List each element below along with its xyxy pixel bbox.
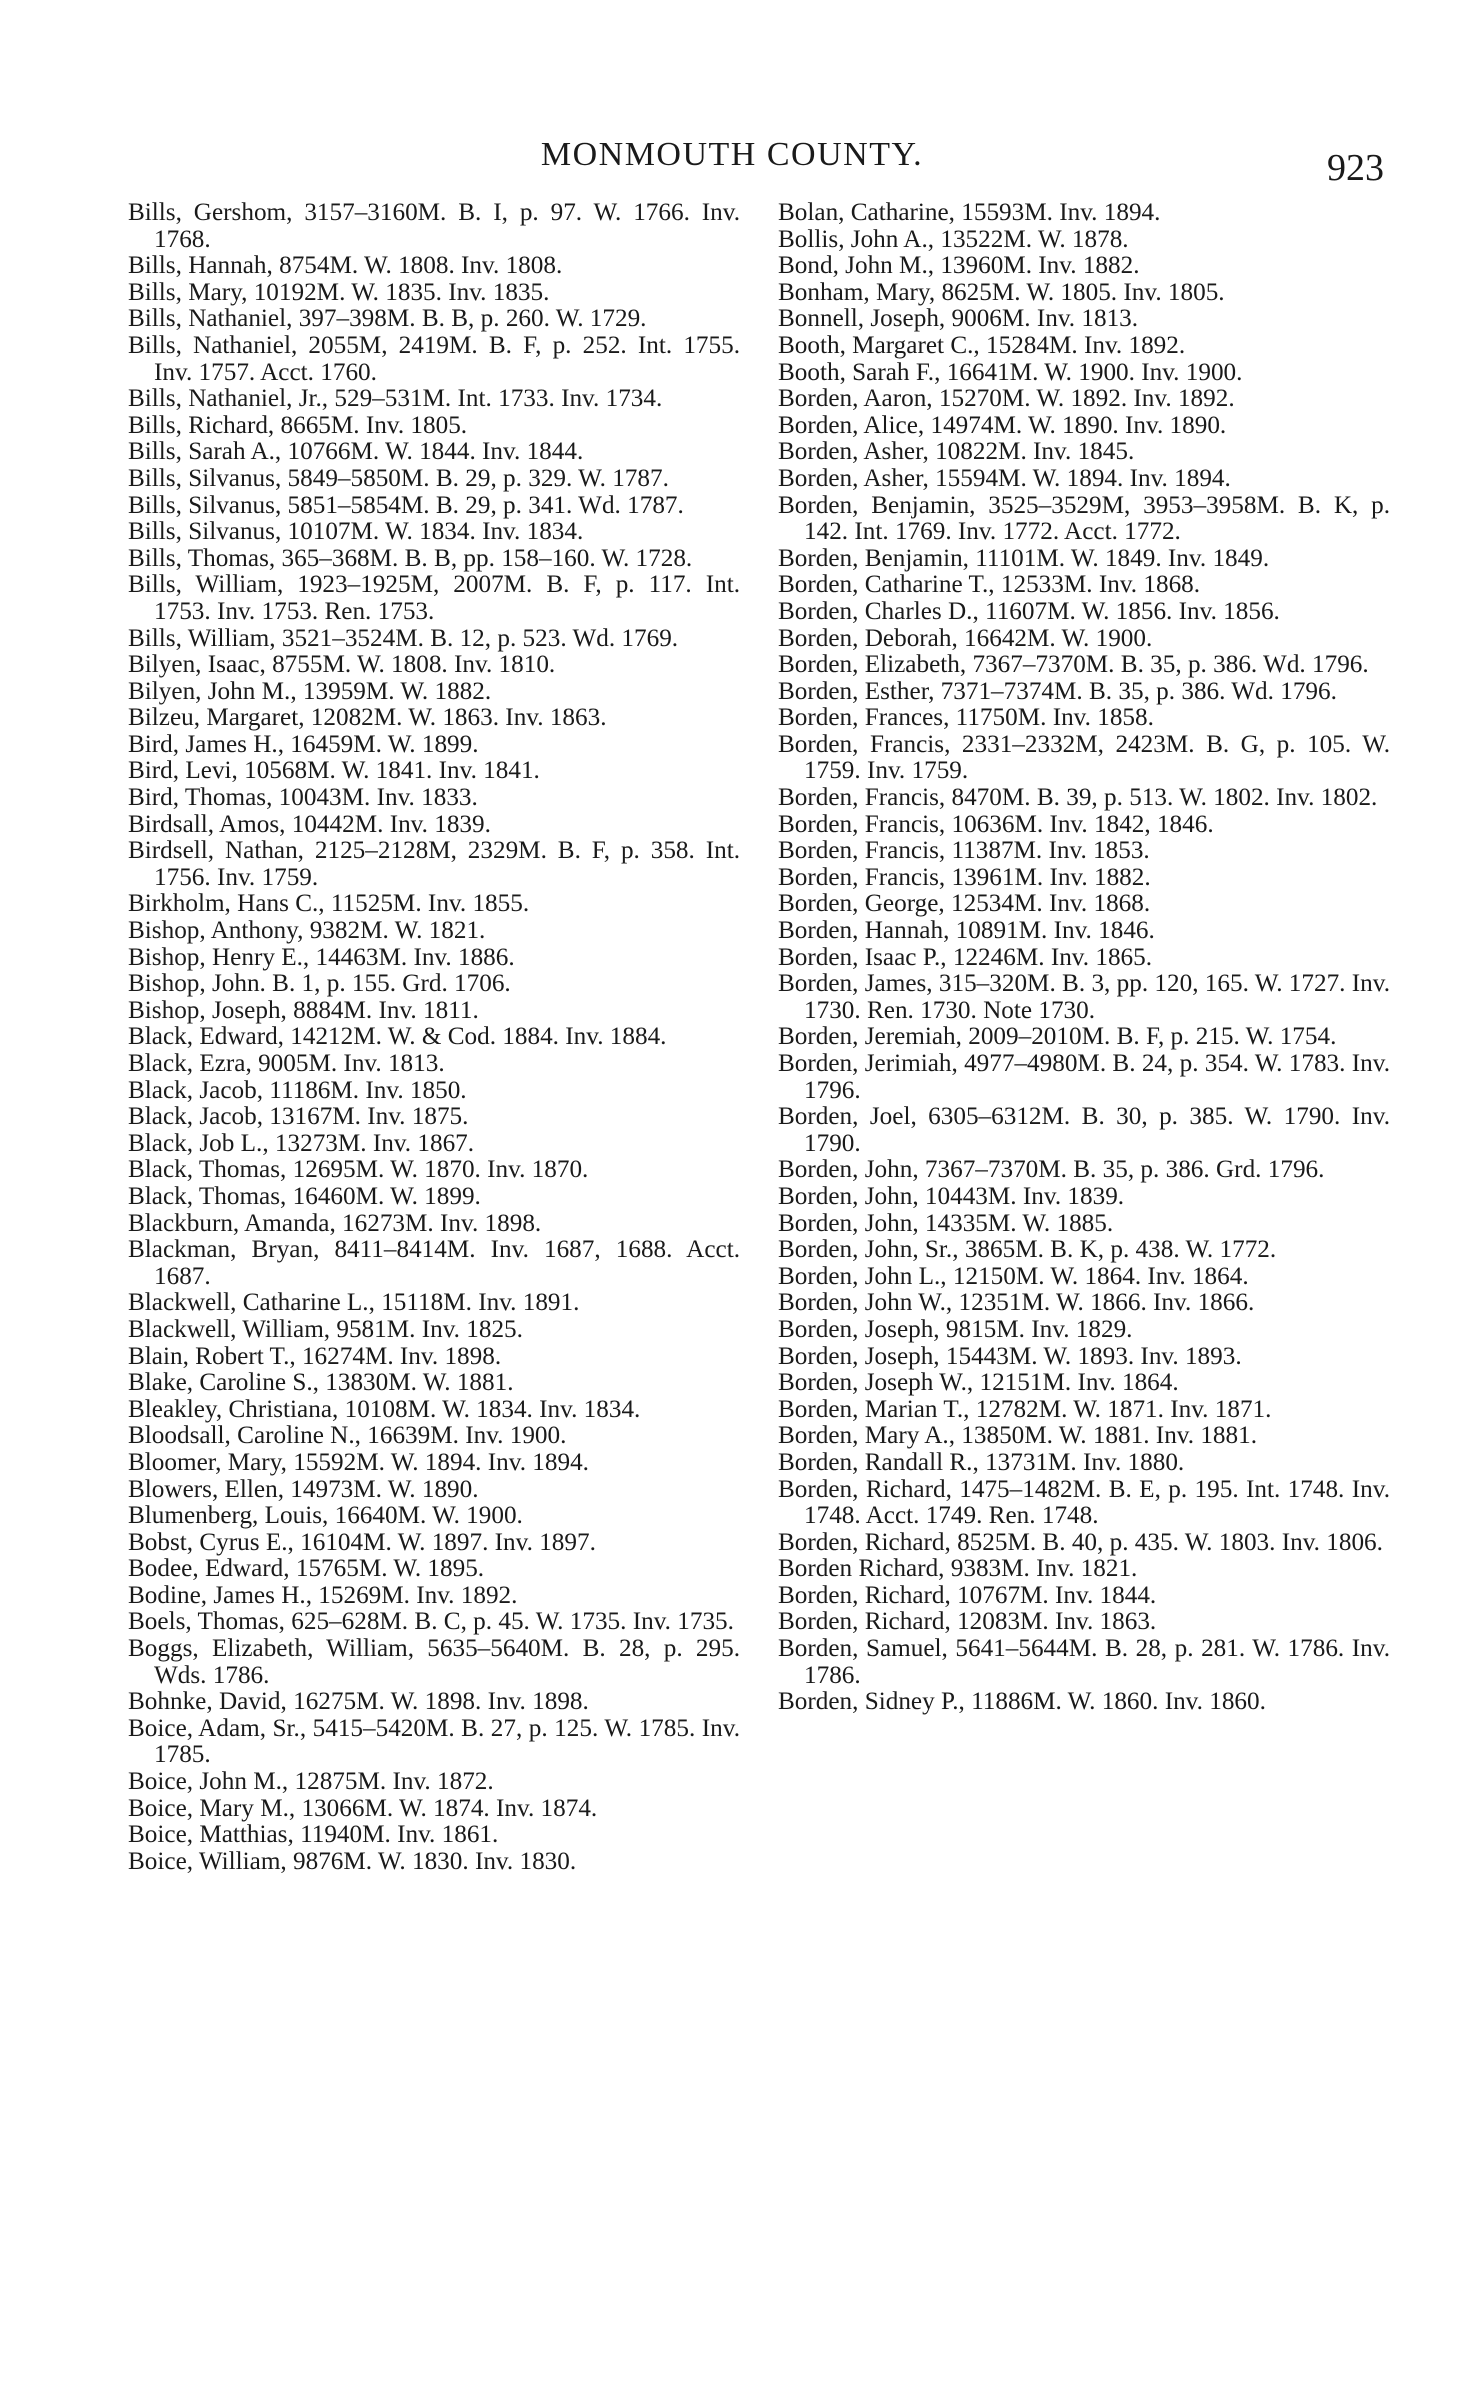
index-entry: Bleakley, Christiana, 10108M. W. 1834. Inv. 1834.: [128, 1395, 641, 1423]
page-number: 923: [1327, 147, 1384, 189]
index-entry: Borden, Richard, 1475–1482M. B. E, p. 195. Int. 1748. Inv. 1748. Acct. 1749. Ren. 1748.: [778, 1475, 1390, 1530]
index-entry: Black, Thomas, 16460M. W. 1899.: [128, 1182, 481, 1210]
index-entry: Bloodsall, Caroline N., 16639M. Inv. 1900.: [128, 1422, 567, 1450]
index-entry: Bishop, Henry E., 14463M. Inv. 1886.: [128, 943, 515, 971]
index-entry: Borden, Benjamin, 3525–3529M, 3953–3958M. B. K, p. 142. Int. 1769. Inv. 1772. Acct. 1772.: [778, 491, 1390, 546]
index-entry: Bobst, Cyrus E., 16104M. W. 1897. Inv. 1897.: [128, 1528, 596, 1556]
index-entry: Boice, Mary M., 13066M. W. 1874. Inv. 1874.: [128, 1794, 598, 1822]
index-entry: Bolan, Catharine, 15593M. Inv. 1894.: [778, 199, 1161, 226]
index-entry: Blackman, Bryan, 8411–8414M. Inv. 1687, 1688. Acct. 1687.: [128, 1236, 740, 1290]
running-head: MONMOUTH COUNTY.: [540, 136, 924, 173]
index-entry: Black, Jacob, 11186M. Inv. 1850.: [128, 1076, 467, 1104]
index-entry: Borden, Marian T., 12782M. W. 1871. Inv. 1871.: [778, 1395, 1272, 1423]
index-entry: Bills, Nathaniel, Jr., 529–531M. Int. 1733. Inv. 1734.: [128, 385, 663, 413]
index-entry: Bohnke, David, 16275M. W. 1898. Inv. 1898.: [128, 1688, 589, 1716]
index-entry: Birdsall, Amos, 10442M. Inv. 1839.: [128, 810, 491, 838]
index-entry: Borden, Francis, 2331–2332M, 2423M. B. G, p. 105. W. 1759. Inv. 1759.: [778, 730, 1390, 785]
index-entry: Borden, Charles D., 11607M. W. 1856. Inv. 1856.: [778, 597, 1280, 625]
index-entry: Bills, Sarah A., 10766M. W. 1844. Inv. 1844.: [128, 438, 584, 466]
index-entry: Booth, Margaret C., 15284M. Inv. 1892.: [778, 331, 1186, 359]
index-entry: Bills, Thomas, 365–368M. B. B, pp. 158–160. W. 1728.: [128, 544, 693, 572]
index-entry: Blackwell, Catharine L., 15118M. Inv. 1891.: [128, 1289, 580, 1317]
index-entry: Bilzeu, Margaret, 12082M. W. 1863. Inv. 1863.: [128, 704, 607, 732]
index-entry: Bishop, Joseph, 8884M. Inv. 1811.: [128, 996, 479, 1024]
index-entry: Borden, Joel, 6305–6312M. B. 30, p. 385. W. 1790. Inv. 1790.: [778, 1103, 1390, 1157]
index-entry: Bloomer, Mary, 15592M. W. 1894. Inv. 1894.: [128, 1448, 589, 1476]
index-entry: Blowers, Ellen, 14973M. W. 1890.: [128, 1475, 479, 1503]
index-entry: Borden, Esther, 7371–7374M. B. 35, p. 386. Wd. 1796.: [778, 677, 1337, 705]
index-entry: Borden, Sidney P., 11886M. W. 1860. Inv. 1860.: [778, 1688, 1266, 1716]
index-entry: Bills, Silvanus, 5851–5854M. B. 29, p. 341. Wd. 1787.: [128, 491, 684, 519]
index-entry: Blackburn, Amanda, 16273M. Inv. 1898.: [128, 1209, 542, 1237]
index-entry: Boggs, Elizabeth, William, 5635–5640M. B. 28, p. 295. Wds. 1786.: [128, 1635, 740, 1689]
index-entry: Borden, Samuel, 5641–5644M. B. 28, p. 281. W. 1786. Inv. 1786.: [778, 1635, 1390, 1689]
index-entry: Borden, Alice, 14974M. W. 1890. Inv. 1890.: [778, 411, 1227, 439]
index-entry: Blackwell, William, 9581M. Inv. 1825.: [128, 1315, 523, 1343]
index-entry: Borden, Joseph W., 12151M. Inv. 1864.: [778, 1369, 1179, 1397]
index-entry: Borden, Joseph, 9815M. Inv. 1829.: [778, 1315, 1133, 1343]
index-entry: Bills, Gershom, 3157–3160M. B. I, p. 97. W. 1766. Inv. 1768.: [128, 199, 740, 253]
index-entry: Borden, Richard, 8525M. B. 40, p. 435. W. 1803. Inv. 1806.: [778, 1528, 1383, 1556]
index-entry: Borden, Jeremiah, 2009–2010M. B. F, p. 215. W. 1754.: [778, 1023, 1337, 1051]
index-entry: Borden, Elizabeth, 7367–7370M. B. 35, p. 386. Wd. 1796.: [778, 651, 1369, 679]
index-entry: Bollis, John A., 13522M. W. 1878.: [778, 225, 1129, 253]
index-entry: Black, Thomas, 12695M. W. 1870. Inv. 1870.: [128, 1156, 589, 1184]
index-entry: Borden, John, 7367–7370M. B. 35, p. 386. Grd. 1796.: [778, 1156, 1325, 1184]
index-entry: Boice, Adam, Sr., 5415–5420M. B. 27, p. 125. W. 1785. Inv. 1785.: [128, 1714, 740, 1769]
index-entry: Bodee, Edward, 15765M. W. 1895.: [128, 1555, 485, 1583]
index-entry: Borden, Richard, 12083M. Inv. 1863.: [778, 1608, 1157, 1636]
index-entry: Bills, Nathaniel, 397–398M. B. B, p. 260. W. 1729.: [128, 305, 647, 333]
index-entry: Blake, Caroline S., 13830M. W. 1881.: [128, 1369, 514, 1397]
index-entry: Borden, Joseph, 15443M. W. 1893. Inv. 1893.: [778, 1342, 1242, 1370]
index-entry: Booth, Sarah F., 16641M. W. 1900. Inv. 1900.: [778, 358, 1243, 386]
index-entry: Bishop, John. B. 1, p. 155. Grd. 1706.: [128, 970, 511, 998]
index-entry: Bonnell, Joseph, 9006M. Inv. 1813.: [778, 305, 1139, 333]
index-entry: Bishop, Anthony, 9382M. W. 1821.: [128, 917, 486, 945]
index-entry: Black, Jacob, 13167M. Inv. 1875.: [128, 1103, 469, 1131]
index-entry: Borden, Catharine T., 12533M. Inv. 1868.: [778, 571, 1201, 599]
index-entry: Boice, Matthias, 11940M. Inv. 1861.: [128, 1821, 499, 1849]
index-entry: Bills, Mary, 10192M. W. 1835. Inv. 1835.: [128, 278, 550, 306]
index-entry: Borden Richard, 9383M. Inv. 1821.: [778, 1555, 1138, 1583]
index-entry: Borden, George, 12534M. Inv. 1868.: [778, 890, 1151, 918]
index-entry: Borden, Francis, 10636M. Inv. 1842, 1846.: [778, 810, 1214, 838]
index-entry: Borden, Francis, 8470M. B. 39, p. 513. W. 1802. Inv. 1802.: [778, 784, 1378, 812]
index-entry: Black, Job L., 13273M. Inv. 1867.: [128, 1129, 475, 1157]
index-entry: Bond, John M., 13960M. Inv. 1882.: [778, 252, 1140, 280]
index-entry: Borden, John L., 12150M. W. 1864. Inv. 1864.: [778, 1262, 1249, 1290]
left-column: [128, 200, 740, 1875]
index-entry: Bills, Silvanus, 10107M. W. 1834. Inv. 1834.: [128, 518, 584, 546]
index-entry: Borden, Benjamin, 11101M. W. 1849. Inv. 1849.: [778, 544, 1270, 572]
index-entry: Bird, Thomas, 10043M. Inv. 1833.: [128, 784, 478, 812]
index-entry: Bonham, Mary, 8625M. W. 1805. Inv. 1805.: [778, 278, 1225, 306]
index-entry: Bills, William, 3521–3524M. B. 12, p. 523. Wd. 1769.: [128, 624, 679, 652]
index-entry: Boice, John M., 12875M. Inv. 1872.: [128, 1768, 494, 1796]
index-entry: Bird, James H., 16459M. W. 1899.: [128, 730, 479, 758]
index-entry: Borden, John W., 12351M. W. 1866. Inv. 1866.: [778, 1289, 1255, 1317]
index-entry: Borden, Aaron, 15270M. W. 1892. Inv. 1892.: [778, 385, 1235, 413]
index-entry: Bilyen, Isaac, 8755M. W. 1808. Inv. 1810.: [128, 651, 556, 679]
index-entry: Blumenberg, Louis, 16640M. W. 1900.: [128, 1502, 523, 1530]
index-entry: Borden, Randall R., 13731M. Inv. 1880.: [778, 1448, 1185, 1476]
index-entry: Borden, Richard, 10767M. Inv. 1844.: [778, 1581, 1157, 1609]
index-entry: Bills, Nathaniel, 2055M, 2419M. B. F, p. 252. Int. 1755. Inv. 1757. Acct. 1760.: [128, 331, 740, 386]
index-entry: Black, Edward, 14212M. W. & Cod. 1884. Inv. 1884.: [128, 1023, 667, 1051]
index-entry: Black, Ezra, 9005M. Inv. 1813.: [128, 1050, 445, 1077]
index-entry: Borden, Frances, 11750M. Inv. 1858.: [778, 704, 1154, 732]
index-entry: Bilyen, John M., 13959M. W. 1882.: [128, 677, 492, 705]
index-entry: Bills, Richard, 8665M. Inv. 1805.: [128, 411, 468, 439]
right-column: [778, 200, 1390, 1716]
index-entry: Blain, Robert T., 16274M. Inv. 1898.: [128, 1342, 502, 1370]
index-entry: Borden, Asher, 15594M. W. 1894. Inv. 1894.: [778, 464, 1231, 492]
index-entry: Boice, William, 9876M. W. 1830. Inv. 1830.: [128, 1847, 577, 1875]
index-entry: Borden, Francis, 11387M. Inv. 1853.: [778, 837, 1150, 865]
index-entry: Borden, Hannah, 10891M. Inv. 1846.: [778, 917, 1155, 945]
index-entry: Borden, Deborah, 16642M. W. 1900.: [778, 624, 1153, 652]
index-entry: Borden, Asher, 10822M. Inv. 1845.: [778, 438, 1135, 466]
index-entry: Birkholm, Hans C., 11525M. Inv. 1855.: [128, 890, 530, 918]
index-entry: Borden, Francis, 13961M. Inv. 1882.: [778, 863, 1151, 891]
index-entry: Bodine, James H., 15269M. Inv. 1892.: [128, 1581, 518, 1609]
index-entry: Borden, Jerimiah, 4977–4980M. B. 24, p. 354. W. 1783. Inv. 1796.: [778, 1050, 1390, 1104]
index-entry: Borden, John, 14335M. W. 1885.: [778, 1209, 1114, 1237]
index-entry: Borden, John, Sr., 3865M. B. K, p. 438. W. 1772.: [778, 1236, 1277, 1264]
index-entry: Bills, William, 1923–1925M, 2007M. B. F, p. 117. Int. 1753. Inv. 1753. Ren. 1753.: [128, 571, 740, 625]
index-entry: Bills, Hannah, 8754M. W. 1808. Inv. 1808.: [128, 252, 563, 280]
index-entry: Bird, Levi, 10568M. W. 1841. Inv. 1841.: [128, 757, 540, 785]
index-entry: Birdsell, Nathan, 2125–2128M, 2329M. B. F, p. 358. Int. 1756. Inv. 1759.: [128, 837, 740, 891]
index-entry: Borden, John, 10443M. Inv. 1839.: [778, 1182, 1125, 1210]
index-entry: Borden, James, 315–320M. B. 3, pp. 120, 165. W. 1727. Inv. 1730. Ren. 1730. Note 1730.: [778, 970, 1390, 1024]
index-entry: Borden, Isaac P., 12246M. Inv. 1865.: [778, 943, 1153, 971]
index-entry: Bills, Silvanus, 5849–5850M. B. 29, p. 329. W. 1787.: [128, 464, 669, 492]
index-entry: Boels, Thomas, 625–628M. B. C, p. 45. W. 1735. Inv. 1735.: [128, 1608, 734, 1636]
index-entry: Borden, Mary A., 13850M. W. 1881. Inv. 1881.: [778, 1422, 1258, 1450]
